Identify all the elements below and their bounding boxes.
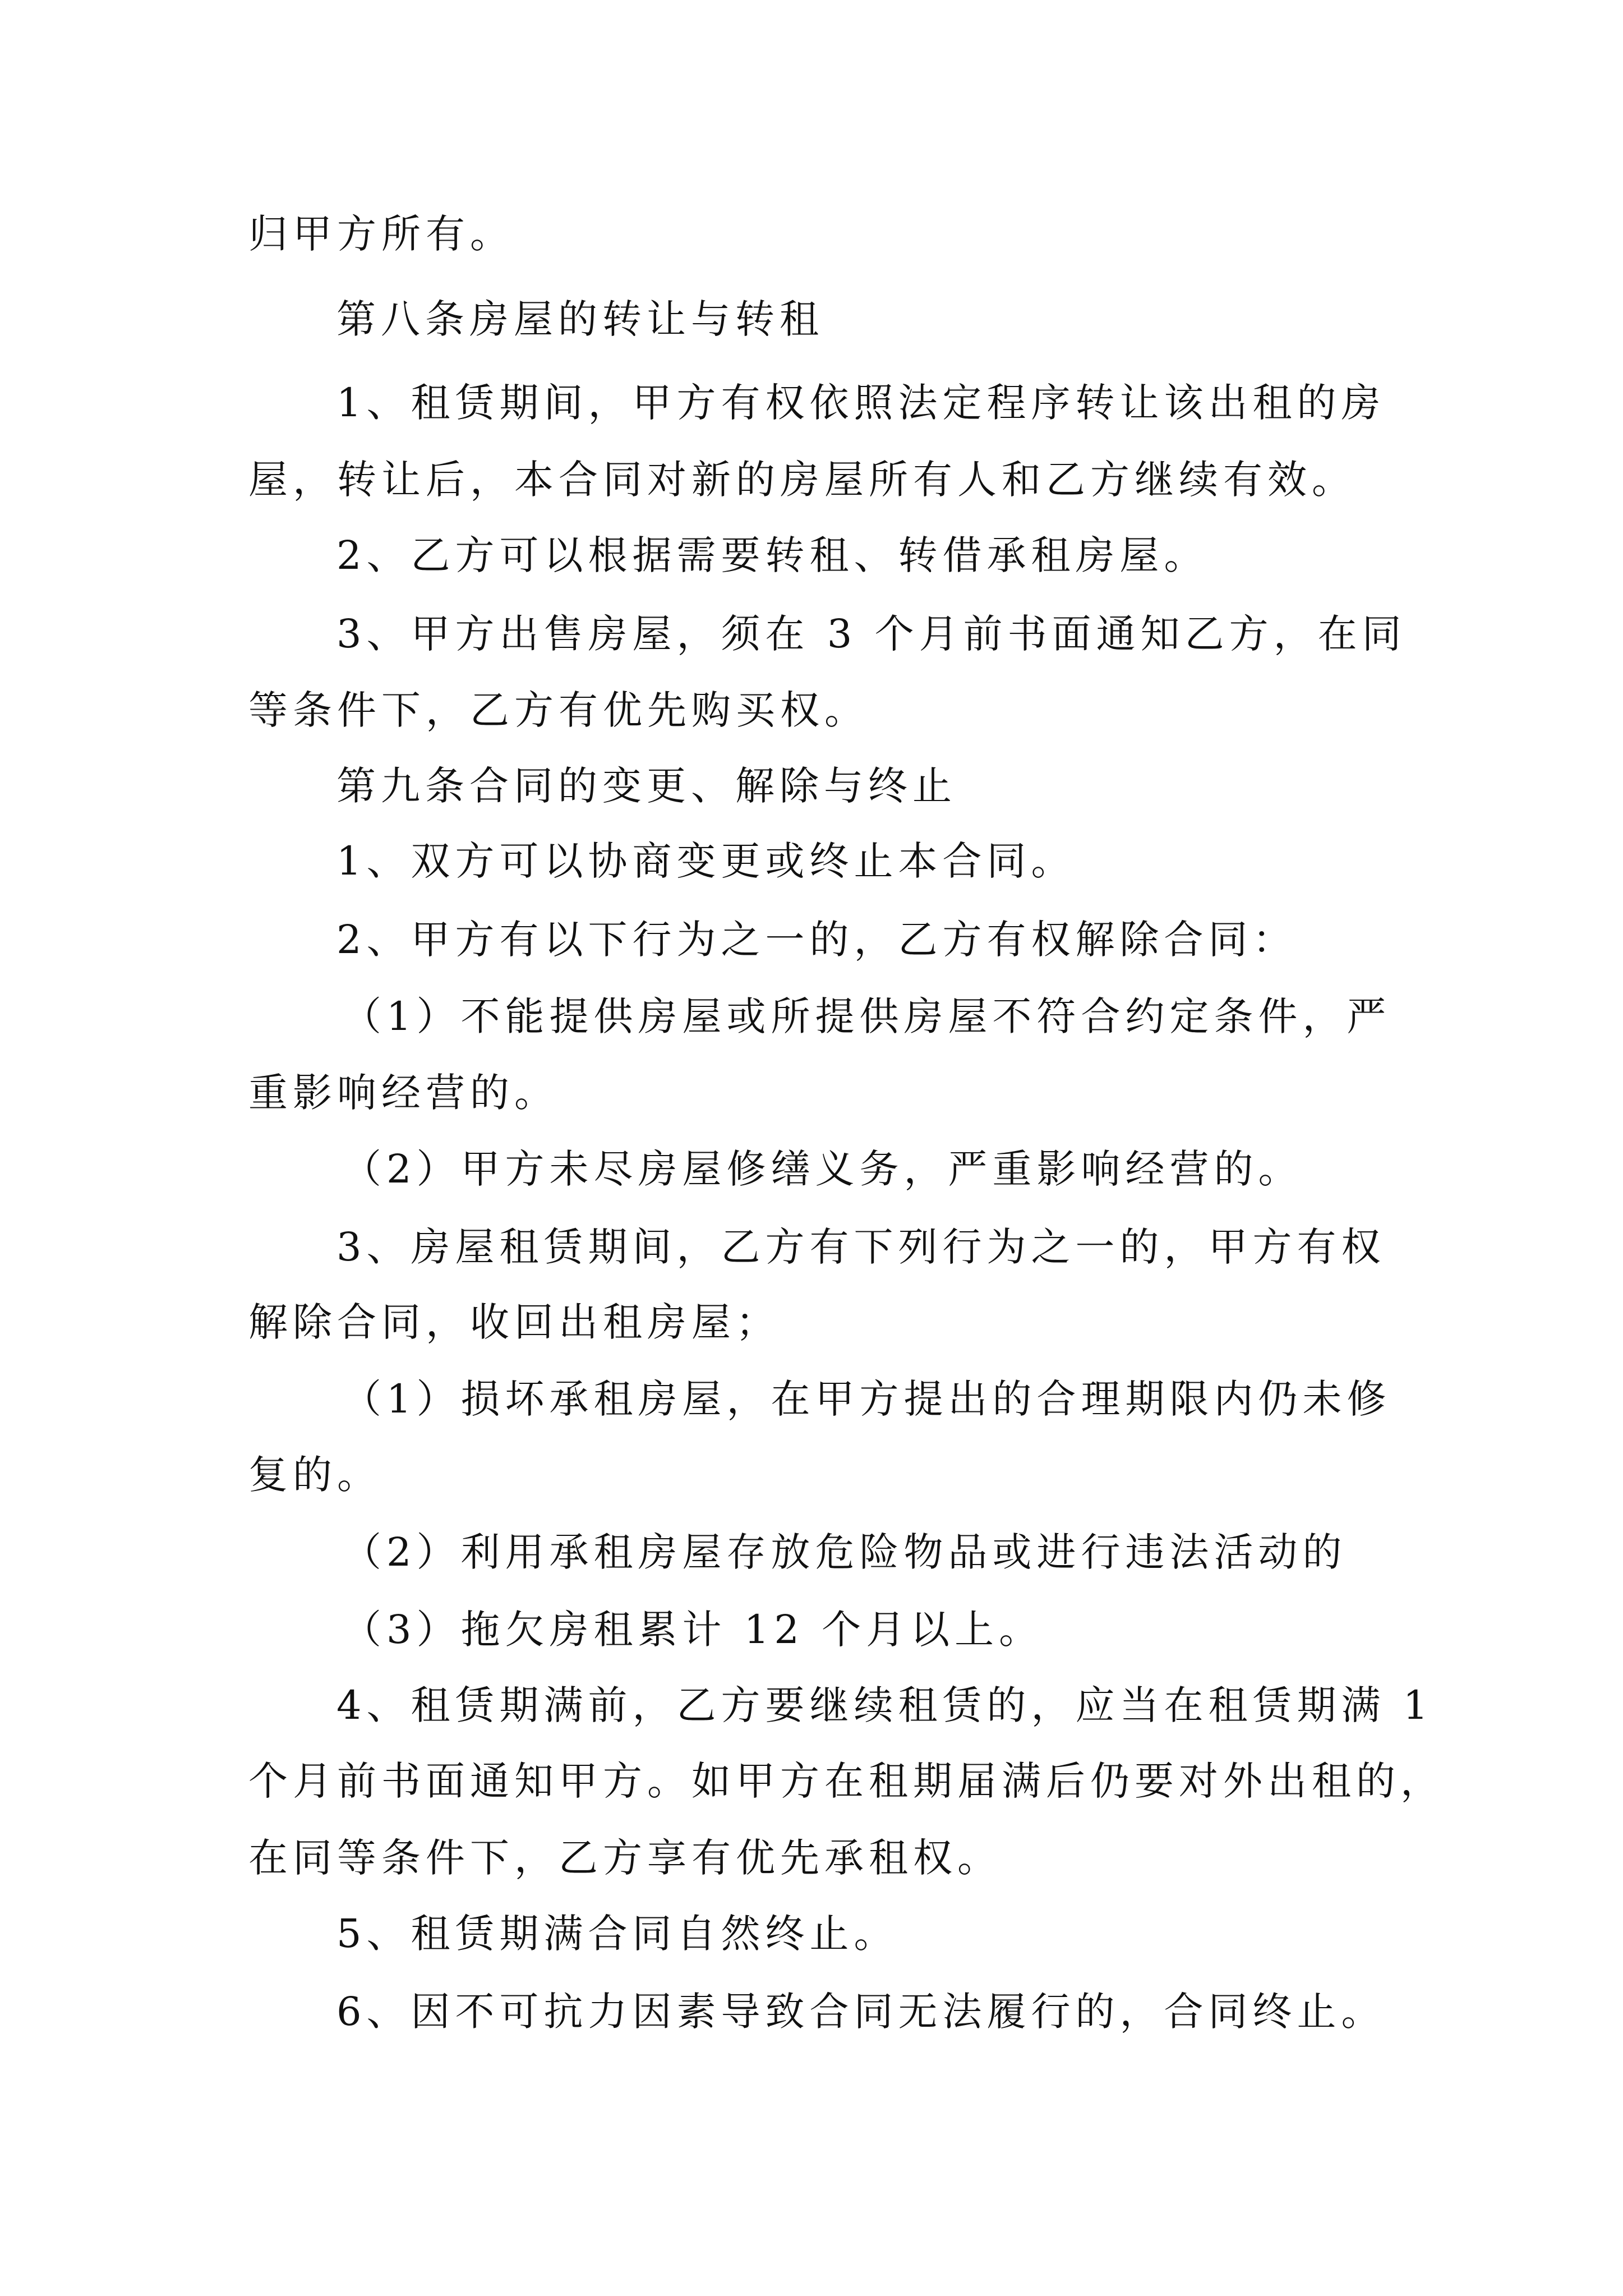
paragraph-line: 3、房屋租赁期间，乙方有下列行为之一的，甲方有权 <box>336 1224 1386 1270</box>
paragraph-line: 1、双方可以协商变更或终止本合同。 <box>336 838 1076 884</box>
paragraph-line: 3、甲方出售房屋，须在 3 个月前书面通知乙方，在同 <box>336 611 1407 657</box>
paragraph-line: （2）甲方未尽房屋修缮义务，严重影响经营的。 <box>342 1146 1303 1192</box>
paragraph-line: 2、乙方可以根据需要转租、转借承租房屋。 <box>336 532 1209 578</box>
paragraph-line: 归甲方所有。 <box>248 211 514 257</box>
paragraph-line: 屋，转让后，本合同对新的房屋所有人和乙方继续有效。 <box>248 457 1356 503</box>
section-heading-8: 第八条房屋的转让与转租 <box>336 296 824 342</box>
paragraph-line: 2、甲方有以下行为之一的，乙方有权解除合同： <box>336 917 1297 963</box>
paragraph-line: （1）不能提供房屋或所提供房屋不符合约定条件，严 <box>342 993 1391 1039</box>
paragraph-line: （1）损坏承租房屋，在甲方提出的合理期限内仍未修 <box>342 1376 1391 1422</box>
paragraph-line: 解除合同，收回出租房屋； <box>248 1299 780 1345</box>
paragraph-line: 在同等条件下，乙方享有优先承租权。 <box>248 1835 1002 1881</box>
paragraph-line: 等条件下，乙方有优先购买权。 <box>248 687 869 733</box>
paragraph-line: 5、租赁期满合同自然终止。 <box>336 1911 898 1957</box>
paragraph-line: 个月前书面通知甲方。如甲方在租期届满后仍要对外出租的， <box>248 1758 1445 1804</box>
paragraph-line: 1、租赁期间，甲方有权依照法定程序转让该出租的房 <box>336 380 1386 426</box>
paragraph-line: 4、租赁期满前，乙方要继续租赁的，应当在租赁期满 1 <box>336 1682 1433 1728</box>
paragraph-line: 重影响经营的。 <box>248 1070 559 1116</box>
section-heading-9: 第九条合同的变更、解除与终止 <box>336 763 957 809</box>
paragraph-line: 6、因不可抗力因素导致合同无法履行的，合同终止。 <box>336 1989 1386 2035</box>
paragraph-line: （3）拖欠房租累计 12 个月以上。 <box>342 1607 1044 1653</box>
paragraph-line: 复的。 <box>248 1452 381 1498</box>
paragraph-line: （2）利用承租房屋存放危险物品或进行违法活动的 <box>342 1529 1347 1575</box>
